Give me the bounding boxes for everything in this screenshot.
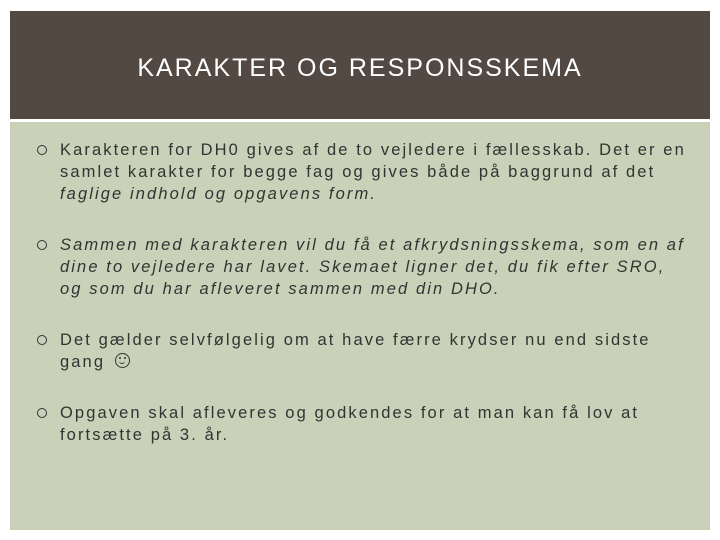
smiley-icon [115,353,130,368]
bullet-text: Sammen med karakteren vil du få et afkrydsningsskema, som en af dine to vejledere har lavet. Skemaet ligner det, du fik efter SRO, og som du har afleveret sammen med din DHO. [60,236,685,298]
bullet-text: Karakteren for DH0 gives af de to vejledere i fællesskab. Det er en samlet karakter for begge fag og gives både på baggrund af det [60,141,686,181]
bullet-text-italic: faglige indhold og opgavens form. [60,185,377,203]
bullet-circle-icon [37,335,47,345]
bullet-list [48,139,688,475]
slide [10,11,710,530]
bullet-item [48,139,688,205]
bullet-text: Det gælder selvfølgelig om at have færre krydser nu end sidste gang [60,331,651,371]
slide-title: KARAKTER OG RESPONSSKEMA [137,54,583,82]
bullet-text: Opgaven skal afleveres og godkendes for at man kan få lov at fortsætte på 3. år. [60,404,640,444]
title-divider [10,119,710,122]
bullet-item [48,234,688,300]
bullet-circle-icon [37,240,47,250]
bullet-circle-icon [37,145,47,155]
bullet-item [48,402,688,446]
title-bar [10,11,710,119]
bullet-item [48,329,688,373]
bullet-circle-icon [37,408,47,418]
